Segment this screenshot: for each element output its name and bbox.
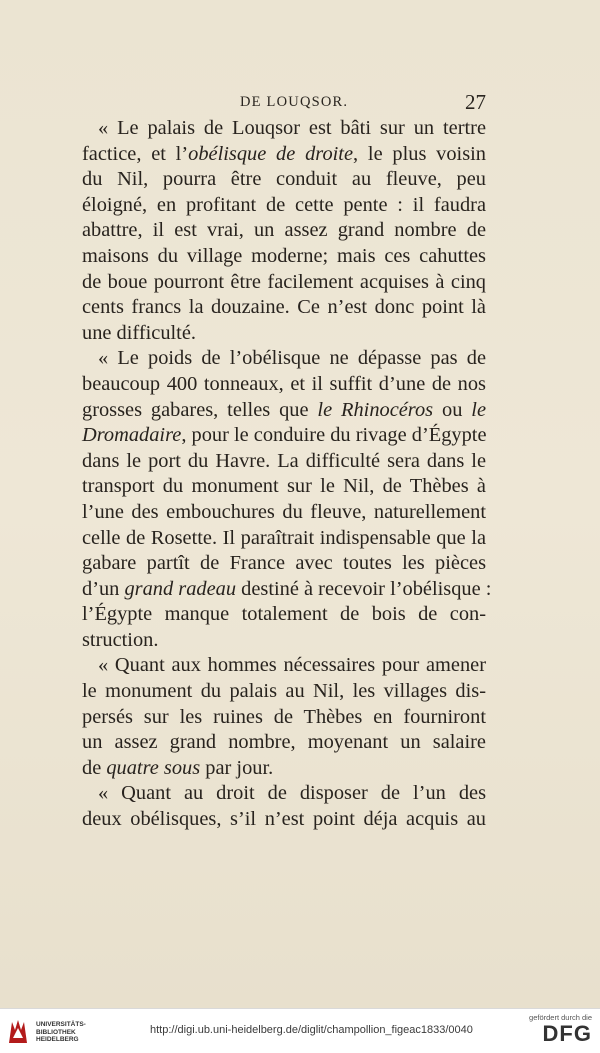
text-run: l’une des embouchures du fleuve, naturellement (82, 500, 486, 523)
italic-text-run: Dromadaire (82, 424, 182, 447)
text-line (82, 372, 486, 398)
university-name-line: HEIDELBERG (36, 1036, 79, 1043)
text-line (82, 602, 486, 628)
text-run: persés sur les ruines de Thèbes en fourniront (82, 705, 486, 728)
text-line (82, 346, 486, 372)
text-run: un assez grand nombre, moyenant un salaire (82, 731, 486, 754)
text-run: « Quant au droit de disposer de l’un des (98, 782, 486, 805)
university-name-line: BIBLIOTHEK (36, 1028, 76, 1036)
text-run: « Quant aux hommes nécessaires pour amener (98, 654, 486, 677)
text-line (82, 398, 486, 424)
text-line (82, 551, 486, 577)
text-run: gabare partît de France avec toutes les pièces (82, 552, 486, 575)
text-run: ou (433, 398, 472, 421)
text-run: « Le poids de l’obélisque ne dépasse pas de (98, 347, 486, 370)
running-title: DE LOUQSOR. (240, 94, 349, 110)
text-line (82, 244, 486, 270)
text-run: l’Égypte manque totalement de bois de con- (82, 603, 486, 626)
text-run: , le plus voisin (353, 142, 486, 165)
italic-text-run: grand radeau (124, 577, 237, 600)
text-run: de (82, 756, 107, 779)
text-line (82, 423, 486, 449)
text-line (82, 526, 486, 552)
text-line (82, 628, 486, 654)
viewer-footer (0, 1008, 600, 1053)
text-run: « Le palais de Louqsor est bâti sur un tertre (98, 117, 486, 139)
page-header (82, 90, 486, 116)
text-run: grosses gabares, telles que (82, 398, 318, 421)
text-run: du Nil, pourra être conduit au fleuve, peu (82, 168, 486, 191)
text-line (82, 730, 486, 756)
page-number: 27 (465, 90, 486, 114)
text-run: deux obélisques, s’il n’est point déja acquis au (82, 808, 486, 831)
text-run: transport du monument sur le Nil, de Thèbes à (82, 475, 486, 498)
text-run: éloigné, en profitant de cette pente : il faudra (82, 193, 486, 216)
text-run: de boue pourront être facilement acquises à cinq (82, 270, 486, 293)
text-line (82, 577, 492, 603)
text-line (82, 142, 486, 168)
text-run: celle de Rosette. Il paraîtrait indispensable que la (82, 526, 486, 549)
text-line (82, 756, 486, 782)
text-line (82, 781, 486, 807)
funding-caption: gefördert durch die (529, 1013, 592, 1022)
text-run: une difficulté. (82, 321, 197, 344)
text-run: cents francs la douzaine. Ce n’est donc point là (82, 296, 486, 319)
text-line (82, 705, 486, 731)
text-run: factice, et l’ (82, 142, 189, 165)
text-line (82, 295, 486, 321)
source-url-link[interactable]: http://digi.ub.uni-heidelberg.de/diglit/champollion_figeac1833/0040 (150, 1024, 473, 1036)
italic-text-run: le (471, 398, 486, 421)
text-line (82, 449, 486, 475)
text-run: struction. (82, 628, 159, 651)
text-line (82, 270, 486, 296)
text-line (82, 193, 486, 219)
text-run: le monument du palais au Nil, les villages dis- (82, 680, 486, 703)
text-line (82, 679, 486, 705)
text-line (82, 500, 486, 526)
dfg-logo[interactable] (512, 1013, 592, 1049)
text-run: beaucoup 400 tonneaux, et il suffit d’une de nos (82, 372, 486, 395)
italic-text-run: obélisque de droite (188, 142, 354, 165)
text-run: destiné à recevoir l’obélisque : (236, 577, 492, 600)
heidelberg-lion-icon (6, 1016, 30, 1046)
italic-text-run: le Rhinocéros (317, 398, 434, 421)
text-line (82, 116, 486, 142)
text-line (82, 807, 486, 833)
text-run: , pour le conduire du rivage d’Égypte (181, 424, 487, 447)
text-run: maisons du village moderne; mais ces cahuttes (82, 244, 486, 267)
text-line (82, 653, 486, 679)
text-line (82, 321, 486, 347)
italic-text-run: quatre sous (106, 756, 201, 779)
text-run: par jour. (200, 756, 274, 779)
university-name (36, 1021, 86, 1044)
text-run: d’un (82, 577, 125, 600)
body-text (82, 116, 492, 833)
text-line (82, 167, 486, 193)
dfg-wordmark: DFG (542, 1021, 592, 1046)
text-run: abattre, il est vrai, un assez grand nombre de (82, 219, 486, 242)
text-line (82, 218, 486, 244)
text-run: dans le port du Havre. La difficulté sera dans le (82, 449, 486, 472)
text-line (82, 474, 486, 500)
university-name-line: UNIVERSITÄTS- (36, 1021, 86, 1028)
university-logo[interactable] (6, 1016, 86, 1048)
